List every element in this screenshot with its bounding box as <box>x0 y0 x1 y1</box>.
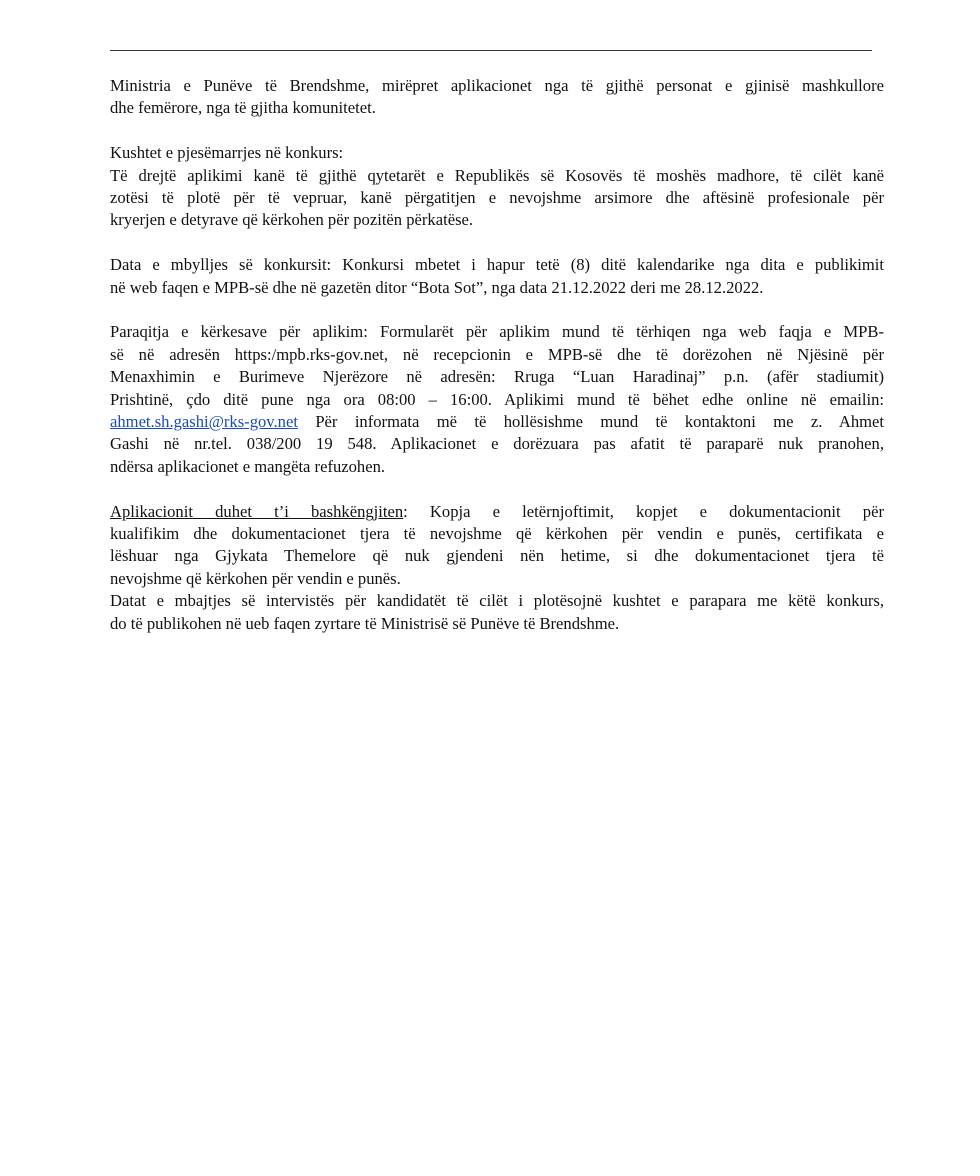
attachments-line: lëshuar nga Gjykata Themelore që nuk gjendeni nën hetime, si dhe dokumentacionet tjera të <box>110 546 884 566</box>
conditions-paragraph <box>110 142 884 232</box>
attachments-first-line <box>110 501 884 523</box>
document-body <box>110 75 884 635</box>
attachments-line: kualifikim dhe dokumentacionet tjera të nevojshme që kërkohen për vendin e punës, certifikata e <box>110 524 884 544</box>
conditions-line: Të drejtë aplikimi kanë të gjithë qytetarët e Republikës së Kosovës të moshës madhore, të cilët kanë <box>110 165 884 185</box>
email-link[interactable]: ahmet.sh.gashi@rks-gov.net <box>110 412 298 432</box>
application-paragraph <box>110 321 884 478</box>
attachments-paragraph <box>110 501 884 591</box>
interviews-line: Datat e mbajtjes së intervistës për kandidatët të cilët i plotësojnë kushtet e parapara me këtë konkurs, <box>110 591 884 611</box>
email-line-rest: Për informata më të hollësishme mund të kontaktoni me z. Ahmet <box>297 412 884 432</box>
conditions-line: kryerjen e detyrave që kërkohen për pozitën përkatëse. <box>110 210 474 230</box>
attachments-label-suffix: : Kopja e letërnjoftimit, kopjet e dokumentacionit për <box>403 501 884 521</box>
conditions-heading: Kushtet e pjesëmarrjes në konkurs: <box>110 143 344 163</box>
conditions-line: zotësi të plotë për të vepruar, kanë përgatitjen e nevojshme arsimore dhe aftësinë profesionale për <box>110 188 884 208</box>
intro-paragraph <box>110 75 884 120</box>
intro-line: Ministria e Punëve të Brendshme, mirëpret aplikacionet nga të gjithë personat e gjinisë mashkullore <box>110 76 884 95</box>
deadline-line: në web faqen e MPB-së dhe në gazetën ditor “Bota Sot”, nga data 21.12.2022 deri me 28.12.2022. <box>110 277 764 297</box>
deadline-paragraph <box>110 254 884 299</box>
application-email-line <box>110 411 884 433</box>
application-line: Menaxhimin e Burimeve Njerëzore në adresën: Rruga “Luan Haradinaj” p.n. (afër stadiumit) <box>110 367 884 387</box>
application-line: Paraqitja e kërkesave për aplikim: Formularët për aplikim mund të tërhiqen nga web faqja e MPB- <box>110 322 884 342</box>
top-divider <box>110 50 872 51</box>
application-line: së në adresën https:/mpb.rks-gov.net, në recepcionin e MPB-së dhe të dorëzohen në Njësinë për <box>110 344 884 364</box>
interviews-paragraph <box>110 590 884 635</box>
intro-line: dhe femërore, nga të gjitha komunitetet. <box>110 98 376 118</box>
application-line: Gashi në nr.tel. 038/200 19 548. Aplikacionet e dorëzuara pas afatit të paraparë nuk pranohen, <box>110 434 884 454</box>
attachments-line: nevojshme që kërkohen për vendin e punës. <box>110 568 401 588</box>
interviews-line: do të publikohen në ueb faqen zyrtare të Ministrisë së Punëve të Brendshme. <box>110 613 620 633</box>
application-line: ndërsa aplikacionet e mangëta refuzohen. <box>110 456 386 476</box>
deadline-line: Data e mbylljes së konkursit: Konkursi mbetet i hapur tetë (8) ditë kalendarike nga dita e publikimit <box>110 255 884 275</box>
application-line: Prishtinë, çdo ditë pune nga ora 08:00 – 16:00. Aplikimi mund të bëhet edhe online në emailin: <box>110 389 884 409</box>
attachments-label: Aplikacionit duhet t’i bashkëngjiten <box>110 501 404 521</box>
